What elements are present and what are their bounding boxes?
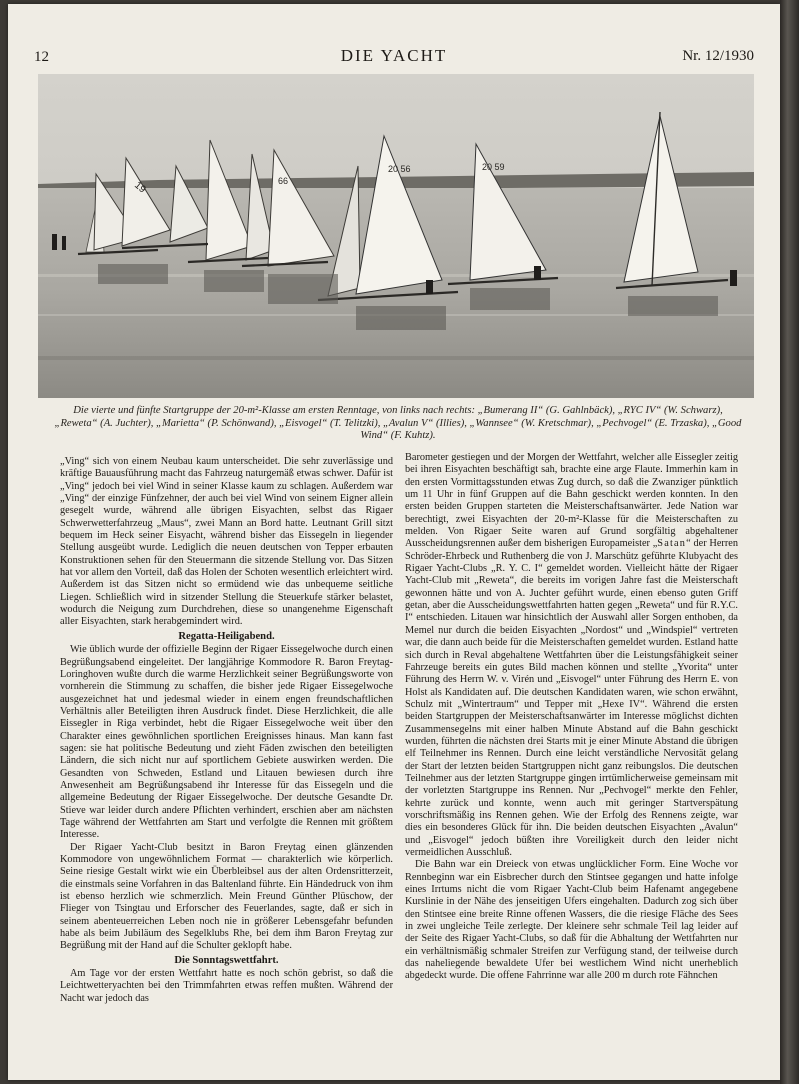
sail-number-center: 20 56 <box>388 164 411 174</box>
paragraph <box>405 452 738 859</box>
paragraph: „Ving“ sich von einem Neubau kaum unterscheidet. Die sehr zuverlässige und kräftige Bauausführung macht das Fahrzeug naturgemäß etwas schwer. Dafür ist „Ving“ jedoch bei viel Wind in seiner Klasse kaum zu schlagen. Außerdem war „Ving“ der einzige Fünfzehner, der auch bei viel Wind von seinem Eigner allein gesegelt wurde, während alle übrigen Eisyachten, selbst das Rigaer Schwerwetterfahrzeug „Maus“, zwei Mann an Bord hatte. Leutnant Grill sitzt bequem im Heck seiner Eisyacht, während bisher das Eissegeln in liegender Stellung ausgeübt wurde. Lediglich die neuen deutschen von Tepper erbauten Konstruktionen sehen für den Steuermann die sitzende Stellung vor. Das Sitzen hat vor allem den Vorteil, daß das Holen der Schoten wesentlich erleichtert wird. Außerdem ist das Sitzen nicht so ermüdend wie das unbequeme seitliche Liegen. Schließlich wird in sitzender Stellung die Steuerkufe stärker belastet, wodurch die Neigung zum Durchdrehen, diese so unangenehme Eigenschaft aller Eisyachten, stark herabgemindert wird. <box>60 456 393 628</box>
section-heading: Die Sonntagswettfahrt. <box>174 954 279 966</box>
text-run: “ der Herren Schröder-Ehrbeck und Ruthenberg die von J. Marschütz geführte Klubyacht des Rigaer Yacht-Clubs „R. Y. C. I“ gemeldet worden. Vielleicht hätte der Rigaer Yacht-Club mit „Reweta“, die bereits im vorigen Jahre fast die Meisterschaft gewonnen hätte und von A. Juchter geführt wurde, einen ebenso guten Griff getan, aber die Ausscheidungswettfahrten hatten gegen „Reweta“ und für R.Y.C. I“ entschieden. Litauen war hinsichtlich der Auswahl aller Sorgen enthoben, da Memel nur durch die beiden Eisyachten „Nordost“ und „Windspiel“ vertreten war, die dann auch beide für die Meisterschaften gemeldet wurden. Estland hatte sich durch in Reval abgehaltene Wettfahrten über die Leistungsfähigkeit seiner Fahrzeuge bereits ein gutes Bild machen können und stellte „Yvorita“ unter Führung des Herrn W. v. Virén und „Eisvogel“ unter Führung des Herrn E. von Holst als Kandidaten auf. Die deutschen Kandidaten waren, wie schon erwähnt, Schulz mit „Wintertraum“ und Tepper mit „Hexe IV“. Während die ersten beiden Startgruppen der Meisterschaftsanwärter im Interesse möglichst dichten Zusammensegelns mit einer halben Minute Abstand auf die Bahn geschickt wurden, führten die nächsten drei Starts mit je einer Minute Abstand die übrigen elf Teilnehmer ins Rennen. Durch eine leicht verständliche Nervosität gelang der Start der letzten beiden Startgruppen nicht ganz reibungslos. Die deutschen Teilnehmer aus der letzten Startgruppe gingen irrtümlicherweise gemeinsam mit der vorletzten Startgruppe ins Rennen. Nur „Pechvogel“ merkte den Fehler, kehrte zurück und konnte, wenn auch mit geringer Startverspätung vorschriftsmäßig ins Rennen gehen. Wie der Erfolg des Rennens zeigte, war dies ein besonderes Glück für ihn. Die beiden deutschen Eisyachten „Avalun“ und „Eisvogel“ jedoch büßten ihre Voreiligkeit durch den leider nicht vermeidlichen Ausschluß. <box>405 538 738 858</box>
section-heading: Regatta-Heiligabend. <box>178 630 275 642</box>
right-column <box>405 452 738 983</box>
yacht-name-satan: Satan <box>657 538 687 550</box>
left-column <box>60 456 393 1005</box>
sail-number-mid: 66 <box>278 176 289 186</box>
text-run: Barometer gestiegen und der Morgen der Wettfahrt, welcher alle Eissegler zeitig bei ihren Eisyachten beschäftigt sah, brachte eine arge Flaute. Immerhin kam in den ersten Vormittagsstunden etwas Zug durch, so daß die Zwanziger pünktlich um 11 Uhr in fünf Gruppen auf die Bahn geschickt werden konnten. In den ersten beiden Gruppen starteten die Meisterschaftsanwärter. Jede Nation war berechtigt, zwei Eisyachten der 20-m²-Klasse für die Meisterschaften zu melden. Von Rigaer Seite waren auf Grund sorgfältig abgehaltener Ausscheidungsrennen außer dem bisherigen Europameister „ <box>405 452 738 550</box>
photo-caption: Die vierte und fünfte Startgruppe der 20-m²-Klasse am ersten Renntage, von links nach rechts: „Bumerang II“ (G. Gahlnbäck), „RYC IV“ (W. Schwarz), „Reweta“ (A. Juchter), „Marietta“ (P. Schönwand), „Eisvogel“ (T. Telitzki), „Avalun V“ (Illies), „Wannsee“ (W. Kretschmar), „Pechvogel“ (E. Trzaska), „Good Wind“ (F. Kuhtz). <box>54 405 742 442</box>
sail-number-left: 19 <box>132 179 148 196</box>
page-edge-shadow <box>780 0 799 1084</box>
magazine-title: DIE YACHT <box>340 46 448 65</box>
issue-number: Nr. 12/1930 <box>682 48 754 64</box>
page-number: 12 <box>34 49 49 65</box>
paragraph: Wie üblich wurde der offizielle Beginn der Rigaer Eissegelwoche durch einen Begrüßungsabend eingeleitet. Der langjährige Kommodore R. Baron Freytag-Loringhoven wußte durch die warme Herzlichkeit seiner Begrüßungsworte von vornherein die Stimmung zu schaffen, die bisher jede Rigaer Eissegelwoche ausgezeichnet hat und jedesmal wieder in einem engen freundschaftlichen Verhältnis aller Beteiligten ihren Ausdruck findet. Diese Herzlichkeit, die alle Eissegler in Riga verbindet, hebt die Rigaer Eissegelwoche weit über den Charakter eines gewöhnlichen sportlichen Ereignisses hinaus. Man kann fast sagen: sie hat politische Bedeutung und zieht Fäden zwischen den beteiligten Ländern, die sich nicht nur auf sportlichem Gebiete auswirken werden. Die Gesandten von Schweden, Estland und Litauen bewiesen durch ihre Anwesenheit am Begrüßungsabend ihr Interesse für das Eissegeln und die allgemeine Bedeutung der Rigaer Eissegelwoche. Der deutsche Gesandte Dr. Stieve war leider durch andere Pflichten verhindert, erschien aber am nächsten Tage während der Wettfahrten am Start und verfolgte die Rennen mit größtem Interesse. <box>60 644 393 841</box>
magazine-page <box>8 4 780 1080</box>
paragraph: Am Tage vor der ersten Wettfahrt hatte es noch schön gebrist, so daß die Leichtwetteryachten bei den Trimmfahrten etwas reffen mußten. Während der Nacht war jedoch das <box>60 968 393 1004</box>
sail-number-right: 20 59 <box>482 162 505 172</box>
iceboat-photo <box>38 74 754 398</box>
page-header <box>34 46 754 70</box>
paragraph: Der Rigaer Yacht-Club besitzt in Baron Freytag einen glänzenden Kommodore von ungewöhnlichem Format — charakterlich wie körperlich. Seine riesige Gestalt wirkt wie ein Überbleibsel aus der alten Ordensritterzeit, die einstmals seine Vorfahren in das Baltenland führte. Ein Händedruck von ihm ist ebenso herzlich wie schmerzlich. Mein Freund Günther Plüschow, der Flieger von Tsingtau und Erforscher des Feuerlandes, sagte, daß er sich in seinem abenteuerreichen Leben noch nie in größerer Lebensgefahr befunden habe als beim Jubiläum des Segelklubs Rhe, bei dem ihm Baron Freytag zur Begrüßung mit der Hand auf die Schulter geklopft habe. <box>60 841 393 952</box>
paragraph: Die Bahn war ein Dreieck von etwas unglücklicher Form. Eine Woche vor Rennbeginn war ein Eisbrecher durch den Stintsee gegangen und hatte infolge eines Irrtums nicht die vom Rigaer Yacht-Club beim Hafenamt angegebene Kurslinie in der Nähe des jenseitigen Ufers eingehalten. Dadurch zog sich über den Stintsee eine breite Rinne offenen Wassers, die die riesige Fläche des Sees in zwei ungleiche Teile zerlegte. Der kleinere sehr schmale Teil lag leider auf der Seite des Rigaer Yacht-Clubs, so daß für die Abhaltung der Wettfahrten nur ein verhältnismäßig schmaler Streifen zur Verfügung stand, der teilweise durch das naheliegende bewaldete Ufer bei westlichem Wind nicht unerheblich abgedeckt wurde. Die offene Fahrrinne war alle 200 m durch rote Fähnchen <box>405 859 738 982</box>
